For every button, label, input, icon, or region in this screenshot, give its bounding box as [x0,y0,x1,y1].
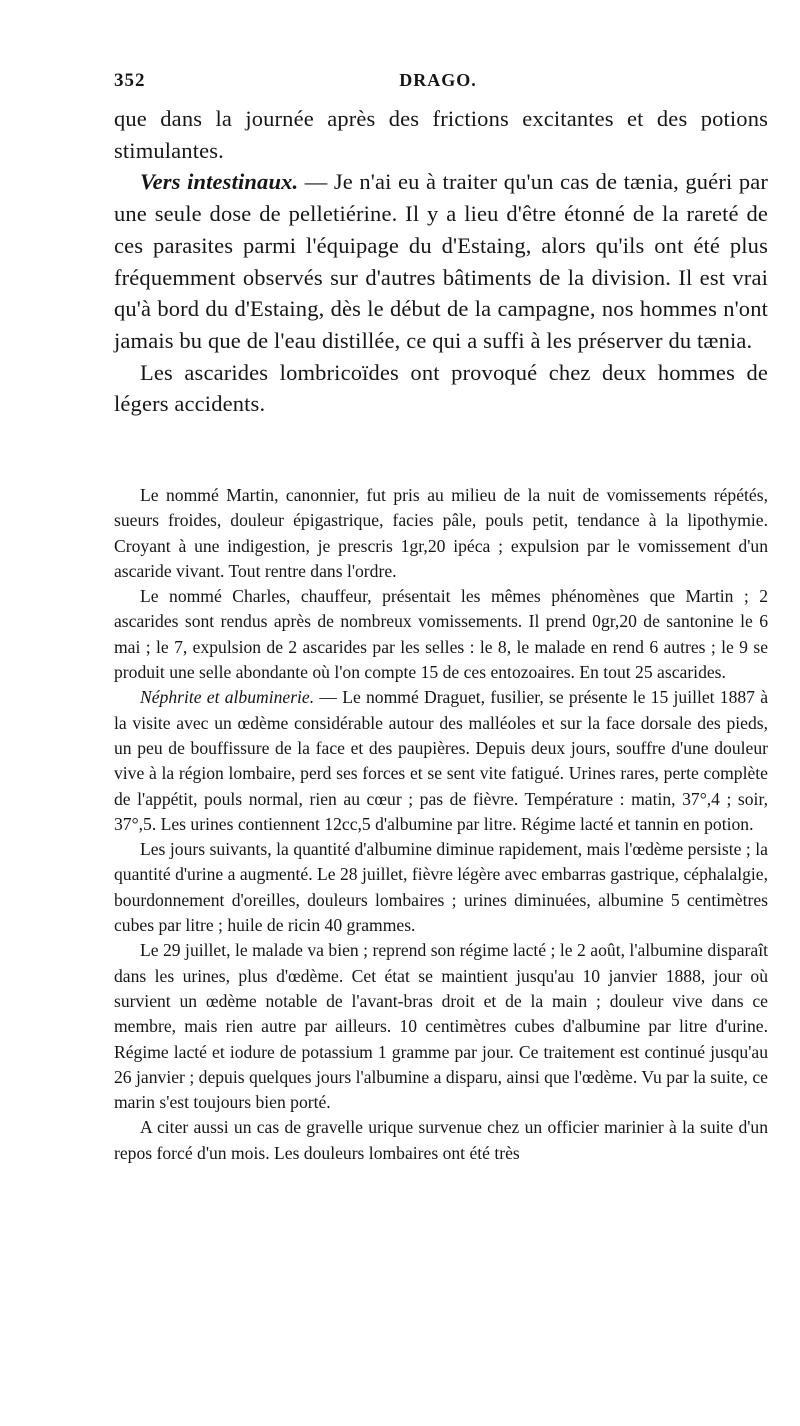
paragraph-gravel [114,1115,768,1166]
section-heading-nephritis: Néphrite et albuminerie. [140,687,315,708]
paragraph-text: Les jours suivants, la quantité d'albumine diminue rapidement, mais l'œdème persiste ; la quantité d'urine a augmenté. Le 28 juillet, fièvre légère avec embarras gastrique, céphalalgie, bourdonnement d'oreilles, douleurs lombaires ; urines diminuées, albumine 5 centimètres cubes par litre ; huile de ricin 40 grammes. [114,839,768,936]
paragraph-ascarids [114,357,768,420]
running-header [114,70,762,100]
paragraph-text: — Le nommé Draguet, fusilier, se présente le 15 juillet 1887 à la visite avec un œdème considérable autour des malléoles et sur la face dorsale des pieds, un peu de bouffissure de la face et des paupières. Depuis deux jours, souffre d'une douleur vive à la région lombaire, perd ses forces et se sent vite fatigué. Urines rares, perte complète de l'appétit, pouls normal, rien au cœur ; pas de fièvre. Température : matin, 37°,4 ; soir, 37°,5. Les urines contiennent 12cc,5 d'albumine par litre. Régime lacté et tannin en potion. [114,687,769,834]
paragraph-text: — Je n'ai eu à traiter qu'un cas de tænia, guéri par une seule dose de pelletiérine. Il y a lieu d'être étonné de la rareté de ces parasites parmi l'équipage du d'Estaing, alors qu'ils ont été plus fréquemment observés sur d'autres bâtiments de la division. Il est vrai qu'à bord du d'Estaing, dès le début de la campagne, nos hommes n'ont jamais bu que de l'eau distillée, ce qui a suffi à les préserver du tænia. [114,169,768,353]
paragraph-text: A citer aussi un cas de gravelle urique survenue chez un officier marinier à la suite d'un repos forcé d'un mois. Les douleurs lombaires ont été très [114,1117,768,1163]
paragraph-text: que dans la journée après des frictions excitantes et des potions stimulantes. [114,106,768,163]
paragraph-continuation [114,103,768,166]
case-martin [114,483,768,584]
section-heading-intestinal-worms: Vers intestinaux. [140,169,299,195]
main-text-large [114,103,768,420]
paragraph-following-days [114,837,768,938]
paragraph-nephritis [114,685,768,837]
running-title: DRAGO. [399,70,477,90]
page-number: 352 [114,70,146,91]
paragraph-text: Le 29 juillet, le malade va bien ; reprend son régime lacté ; le 2 août, l'albumine disparaît dans les urines, plus d'œdème. Cet état se maintient jusqu'au 10 janvier 1888, jour où survient un œdème notable de l'avant-bras droit et de la main ; douleur vive dans ce membre, mais rien autre par ailleurs. 10 centimètres cubes d'albumine par litre d'urine. Régime lacté et iodure de potassium 1 gramme par jour. Ce traitement est continué jusqu'au 26 janvier ; depuis quelques jours l'albumine a disparu, ainsi que l'œdème. Vu par la suite, ce marin s'est toujours bien porté. [114,940,768,1113]
paragraph-intestinal-worms [114,166,768,356]
paragraph-july-29 [114,938,768,1115]
paragraph-text: Le nommé Charles, chauffeur, présentait les mêmes phénomènes que Martin ; 2 ascarides sont rendus après de nombreux vomissements. Il prend 0gr,20 de santonine le 6 mai ; le 7, expulsion de 2 ascarides par les selles : le 8, le malade en rend 6 autres ; le 9 se produit une selle abondante où l'on compte 15 de ces entozoaires. En tout 25 ascarides. [114,586,768,683]
paragraph-text: Le nommé Martin, canonnier, fut pris au milieu de la nuit de vomissements répétés, sueurs froides, douleur épigastrique, facies pâle, pouls petit, tendance à la lipothymie. Croyant à une indigestion, je prescris 1gr,20 ipéca ; expulsion par le vomissement d'un ascaride vivant. Tout rentre dans l'ordre. [114,485,768,581]
paragraph-text: Les ascarides lombricoïdes ont provoqué chez deux hommes de légers accidents. [114,359,768,417]
main-text-small [114,483,768,1166]
case-charles [114,584,768,685]
